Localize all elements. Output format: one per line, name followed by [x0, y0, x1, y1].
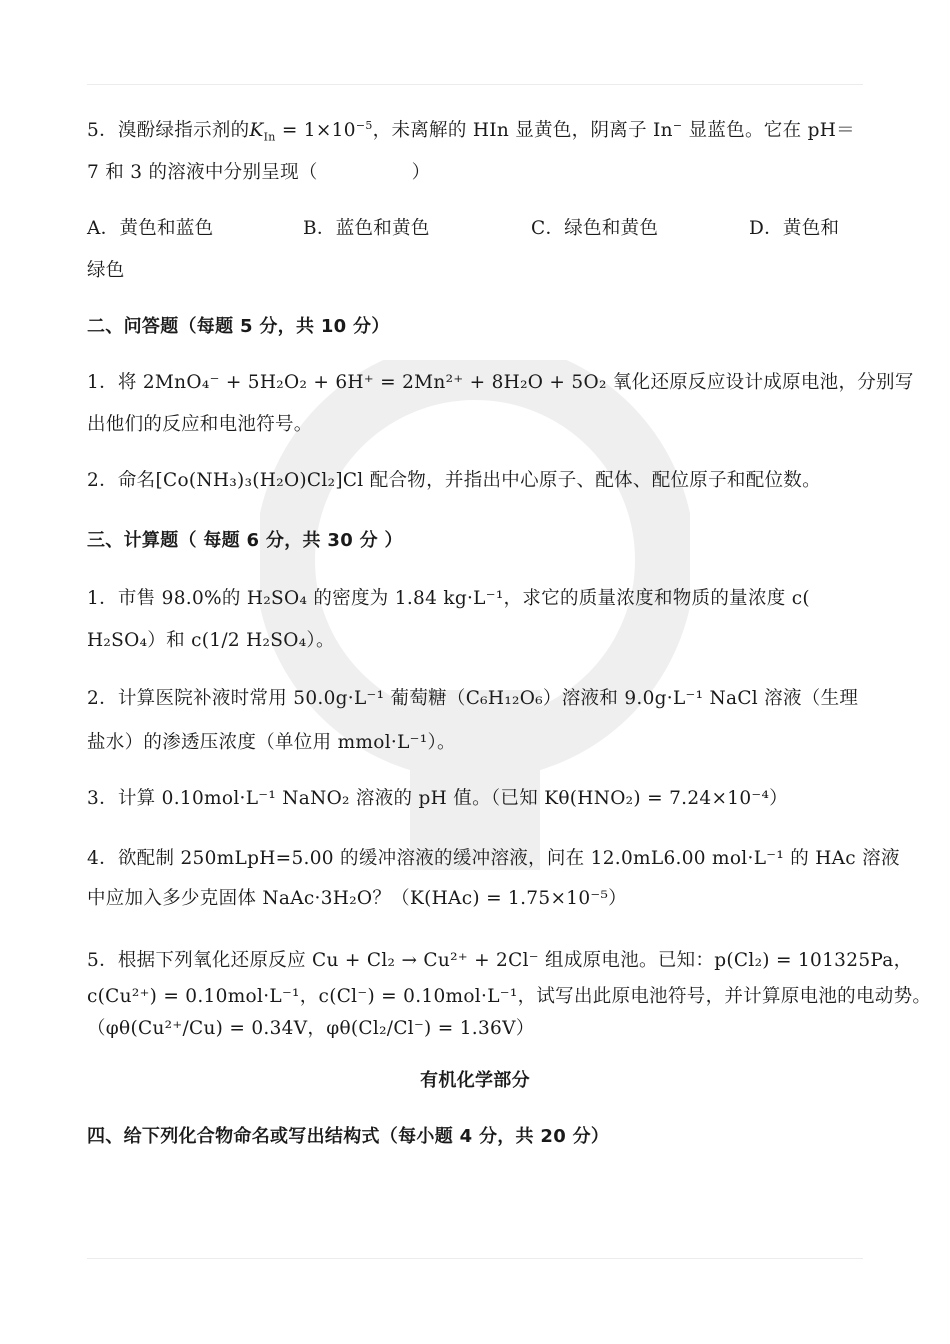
q5-line-1 [87, 118, 867, 144]
q5-text-a: 5．溴酚绿指示剂的 [87, 120, 250, 141]
s3-q5-line-1: 5．根据下列氧化还原反应 Cu + Cl₂ → Cu²⁺ + 2Cl⁻ 组成原电池。已知：p(Cl₂) = 101325Pa， [87, 950, 913, 971]
organic-heading: 有机化学部分 [420, 1070, 530, 1091]
s3-q1-line-1: 1．市售 98.0%的 H₂SO₄ 的密度为 1.84 kg·L⁻¹，求它的质量浓度和物质的量浓度 c( [87, 588, 810, 609]
s3-q2-line-1: 2．计算医院补液时常用 50.0g·L⁻¹ 葡萄糖（C₆H₁₂O₆）溶液和 9.0g·L⁻¹ NaCl 溶液（生理 [87, 688, 859, 709]
redox-equation: 2MnO₄⁻ + 5H₂O₂ + 6H⁺ = 2Mn²⁺ + 8H₂O + 5O₂ [142, 372, 607, 393]
k-exponent: −5 [355, 118, 373, 132]
s2-q1-line-1: 1．将 2MnO₄⁻ + 5H₂O₂ + 6H⁺ = 2Mn²⁺ + 8H₂O + 5O₂ 氧化还原反应设计成原电池，分别写 [87, 372, 914, 393]
s2-q2-line: 2．命名[Co(NH₃)₃(H₂O)Cl₂]Cl 配合物，并指出中心原子、配体、配位原子和配位数。 [87, 470, 821, 491]
q5-text-b: ，未离解的 HIn 显黄色，阴离子 In [372, 120, 673, 141]
s3-q5-line-3: （φθ(Cu²⁺/Cu) = 0.34V，φθ(Cl₂/Cl⁻) = 1.36V） [87, 1018, 535, 1039]
option-d: D．黄色和 [749, 218, 840, 239]
s3-q4-line-2: 中应加入多少克固体 NaAc·3H₂O？（K(HAc) = 1.75×10⁻⁵） [87, 888, 627, 909]
option-b: B．蓝色和黄色 [303, 218, 430, 239]
s3-q1-line-2: H₂SO₄）和 c(1/2 H₂SO₄）。 [87, 630, 335, 651]
section-2-title: 二、问答题（每题 5 分，共 10 分） [87, 316, 390, 337]
in-superscript: − [672, 118, 683, 132]
bottom-divider [87, 1258, 863, 1259]
k-symbol: K [249, 120, 264, 141]
s3-q2-line-2: 盐水）的渗透压浓度（单位用 mmol·L⁻¹）。 [87, 732, 456, 753]
complex-formula: [Co(NH₃)₃(H₂O)Cl₂]Cl [155, 470, 364, 491]
q5-options [87, 216, 867, 242]
s3-q4-line-1: 4．欲配制 250mLpH=5.00 的缓冲溶液的缓冲溶液，问在 12.0mL6.00 mol·L⁻¹ 的 HAc 溶液 [87, 848, 900, 869]
s3-q5-line-2: c(Cu²⁺) = 0.10mol·L⁻¹，c(Cl⁻) = 0.10mol·L⁻¹，试写出此原电池符号，并计算原电池的电动势。 [87, 986, 932, 1007]
k-value: = 1×10 [275, 120, 356, 141]
option-a: A．黄色和蓝色 [87, 218, 214, 239]
s2-q1-line-2: 出他们的反应和电池符号。 [87, 414, 313, 435]
q5-text-c: 显蓝色。它在 pH＝ [682, 120, 855, 141]
q5-line-2: 7 和 3 的溶液中分别呈现（ ） [87, 162, 431, 183]
section-3-title: 三、计算题（ 每题 6 分，共 30 分 ） [87, 530, 403, 551]
s3-q3-line-1: 3．计算 0.10mol·L⁻¹ NaNO₂ 溶液的 pH 值。（已知 Kθ(HNO₂) = 7.24×10⁻⁴） [87, 788, 788, 809]
section-4-title: 四、给下列化合物命名或写出结构式（每小题 4 分，共 20 分） [87, 1126, 610, 1147]
top-divider [87, 84, 863, 85]
k-subscript: In [263, 130, 276, 144]
option-d-continuation: 绿色 [87, 260, 125, 281]
option-c: C．绿色和黄色 [531, 218, 659, 239]
